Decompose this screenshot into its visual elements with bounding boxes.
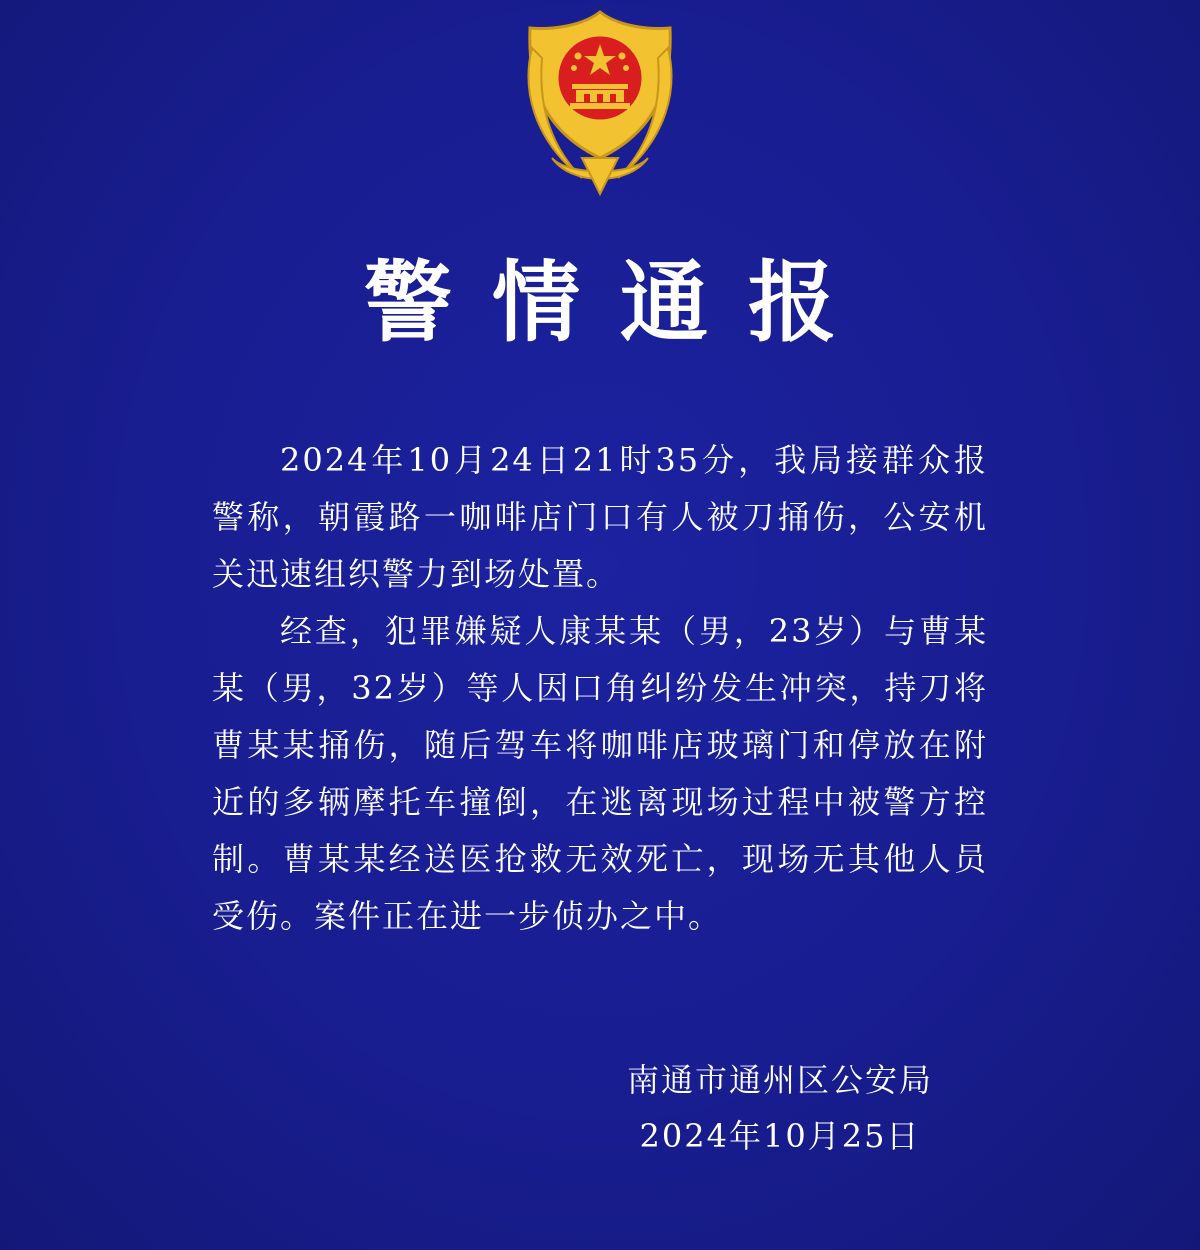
notice-title: 警情通报: [363, 250, 876, 354]
issue-date: 2024年10月25日: [639, 1117, 921, 1155]
paragraph-incident: 2024年10月24日21时35分，我局接群众报警称，朝霞路一咖啡店门口有人被刀捅伤，公安机关迅速组织警力到场处置。: [212, 441, 988, 593]
signature-block: [560, 1052, 1000, 1164]
notice-body: [212, 432, 988, 945]
paragraph-investigation: 经查，犯罪嫌疑人康某某（男，23岁）与曹某某（男，32岁）等人因口角纠纷发生冲突，持刀将曹某某捅伤，随后驾车将咖啡店玻璃门和停放在附近的多辆摩托车撞倒，在逃离现场过程中被警方控制。曹某某经送医抢救无效死亡，现场无其他人员受伤。案件正在进一步侦办之中。: [212, 612, 988, 935]
issuing-organization: 南通市通州区公安局: [626, 1061, 933, 1099]
police-emblem-icon: [512, 8, 688, 198]
